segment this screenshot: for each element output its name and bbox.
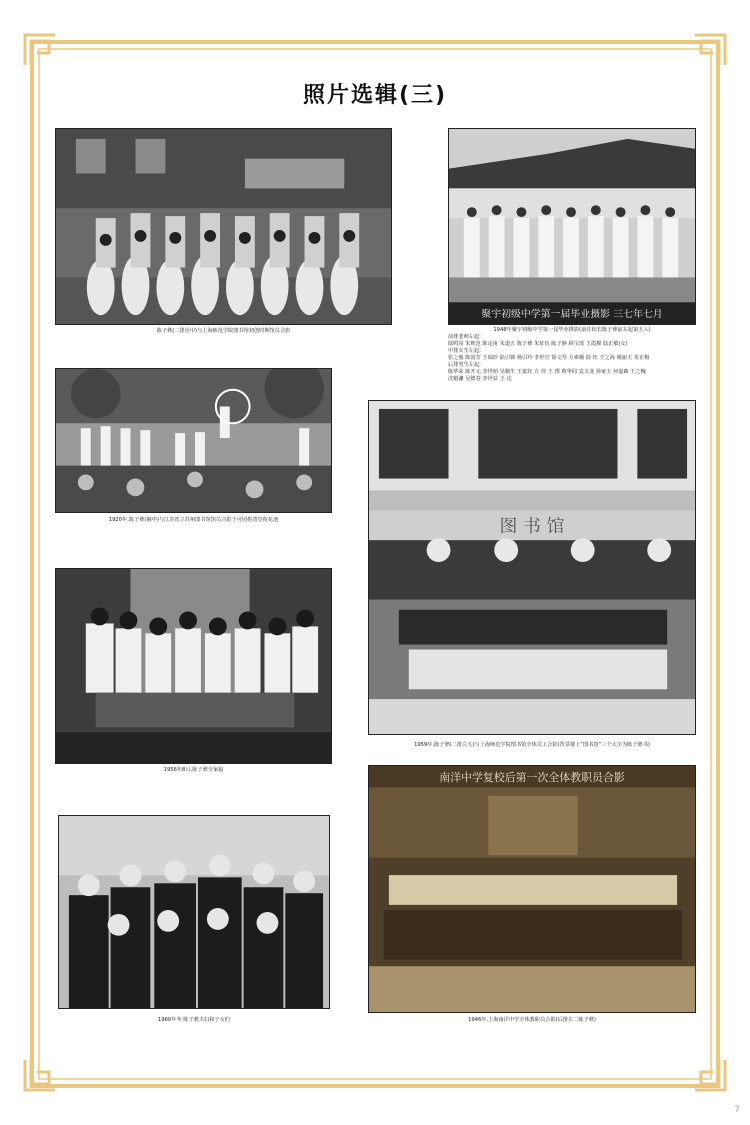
svg-text:图 书 馆: 图 书 馆 [499,516,565,538]
photo-caption: 陈子彝(二排居中)与上海师范学院图书馆初创时期馆员合影 [156,328,291,334]
corner-ornament-bottom-left [23,1058,57,1092]
caption-line: 1948年聚宇初级中学第一届毕业摄影(前任校长陈子彝前左起第五人) [493,327,651,333]
photo-1920-garden [55,368,332,513]
photo-library-staff-group [55,128,392,325]
caption-line: 陈华荣 陈开元 李世柏 吴顺生 王嘉钰 方 伟 王 璞 蔡华同 袁文龙 孙家玉 何嘉森 王之槐 [448,369,646,375]
caption-line: 前排老师左起: [448,334,481,340]
page-number: 7 [734,1105,740,1115]
photo-caption: 1920年,陈子彝(圈中)与江苏省立苏州图书馆馆员合影于可园挹清堂荷花池 [108,517,279,523]
photo-inscription: 聚宇初级中学第一届毕业摄影 三七年七月 [481,309,663,321]
photo-1960-family [58,815,330,1009]
corner-ornament-top-left [23,33,57,67]
photo-1956-family [55,568,332,764]
caption-line: 张之俊 陈国芳 王瑞珍 陆引钏 杨引玲 李世宣 徐文琴 方素娥 陆 钰 王之海 姚丽玉 朱正梅 [448,355,650,361]
caption-line: 中排女生左起: [448,348,481,354]
caption-line: 沈魁濂 吴德春 李世益 王 达 [448,376,512,382]
photo-caption: 1956年8月,陈子彝全家福 [163,767,224,773]
caption-line: 陆鸣岗 朱则范 陈定甫 朱道五 陈子彝 朱征伍 陈子静 顾宝琦 王霞棉 陆正敏(女) [448,341,628,347]
caption-line: 后排男生左起: [448,362,481,368]
photo-1959-library-staff [368,400,696,735]
photo-inscription: 南洋中学复校后第一次全体教职员合影 [439,770,625,784]
photo-caption-block [448,327,696,383]
photo-1946-nanyang-staff [368,765,696,1013]
photo-caption: 1946年,上海南洋中学全体教职员合影(后排左二陈子彝) [468,1017,596,1023]
photo-caption: 1959年,陈子彝(二排左五)与上海师范学院图书馆全体员工合影(背景楼上“图书馆”三个大字为陈子彝书) [414,742,650,748]
corner-ornament-top-right [693,33,727,67]
photo-caption: 1960年冬 陈子彝夫妇和子女们 [158,1017,230,1023]
photo-1948-graduation [448,128,696,325]
page-title: 照片选辑(三) [302,83,448,108]
corner-ornament-bottom-right [693,1058,727,1092]
